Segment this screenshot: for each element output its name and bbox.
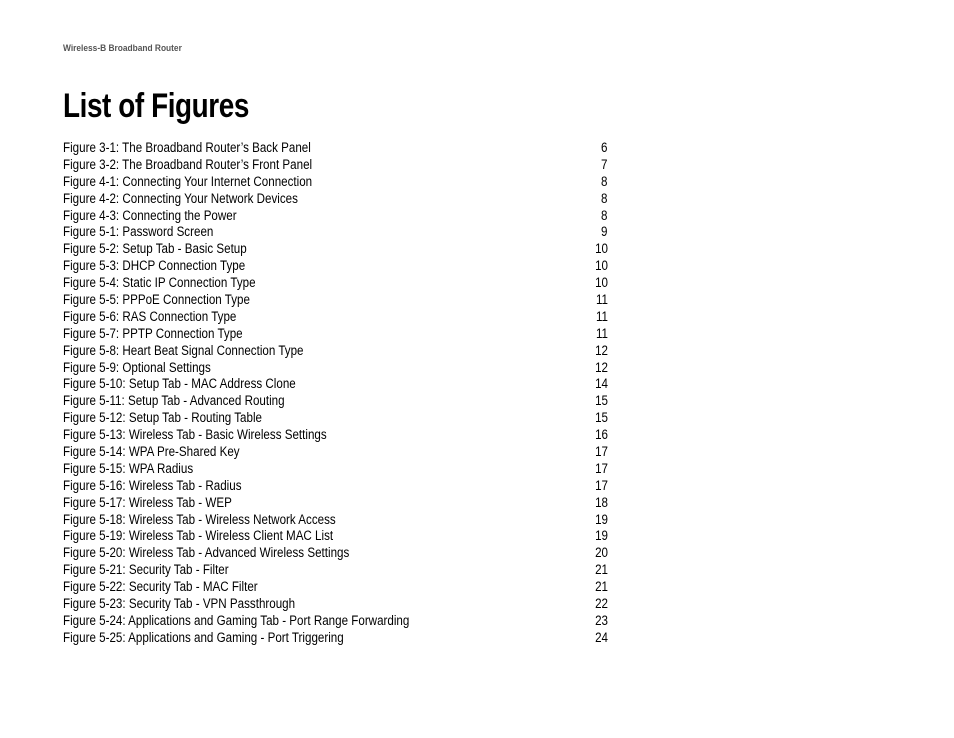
figure-entry-label: Figure 5-23: Security Tab - VPN Passthrough <box>63 596 296 612</box>
figure-entry-page-number: 21 <box>595 579 608 595</box>
figure-entry-label: Figure 5-18: Wireless Tab - Wireless Network Access <box>63 511 336 527</box>
figure-entry-page-number: 10 <box>595 258 608 274</box>
figure-entry-label: Figure 5-11: Setup Tab - Advanced Routing <box>63 393 285 409</box>
figure-entry[interactable] <box>63 613 608 630</box>
figure-entry[interactable] <box>63 241 608 258</box>
figure-entry-label: Figure 5-17: Wireless Tab - WEP <box>63 494 232 510</box>
figure-entry[interactable] <box>63 579 608 596</box>
figure-entry[interactable] <box>63 630 608 647</box>
figure-entry[interactable] <box>63 461 608 478</box>
figure-entry-page-number: 23 <box>595 612 608 628</box>
figure-entry-label: Figure 4-2: Connecting Your Network Devices <box>63 190 298 206</box>
figure-entry-page-number: 15 <box>595 410 608 426</box>
figure-entry-page-number: 24 <box>595 629 608 645</box>
figure-entry[interactable] <box>63 360 608 377</box>
figure-entry-page-number: 15 <box>595 393 608 409</box>
figure-entry-page-number: 19 <box>595 528 608 544</box>
figure-entry-page-number: 11 <box>595 292 608 308</box>
figure-entry-page-number: 12 <box>595 342 608 358</box>
figure-entry-page-number: 18 <box>595 494 608 510</box>
figure-entry-label: Figure 5-21: Security Tab - Filter <box>63 562 229 578</box>
figure-entry-label: Figure 5-16: Wireless Tab - Radius <box>63 477 242 493</box>
figure-entry[interactable] <box>63 258 608 275</box>
figure-entry[interactable] <box>63 512 608 529</box>
figure-entry-label: Figure 5-9: Optional Settings <box>63 359 211 375</box>
figure-entry-page-number: 11 <box>595 325 608 341</box>
figure-entry[interactable] <box>63 444 608 461</box>
figure-entry-label: Figure 5-7: PPTP Connection Type <box>63 325 243 341</box>
figure-entry[interactable] <box>63 376 608 393</box>
figure-entry-label: Figure 4-3: Connecting the Power <box>63 207 237 223</box>
figure-entry-label: Figure 5-12: Setup Tab - Routing Table <box>63 410 263 426</box>
figure-entry-page-number: 6 <box>601 140 608 155</box>
figure-entry-label: Figure 5-8: Heart Beat Signal Connection Type <box>63 342 304 358</box>
figure-entry-page-number: 19 <box>595 511 608 527</box>
figure-entry[interactable] <box>63 478 608 495</box>
figure-entry-page-number: 21 <box>595 562 608 578</box>
figure-entry-label: Figure 5-5: PPPoE Connection Type <box>63 292 250 308</box>
figure-entry-label: Figure 5-15: WPA Radius <box>63 460 194 476</box>
figure-entry[interactable] <box>63 343 608 360</box>
figure-entry[interactable] <box>63 545 608 562</box>
figure-entry-label: Figure 3-1: The Broadband Router’s Back Panel <box>63 140 311 155</box>
figure-entry-page-number: 8 <box>601 207 608 223</box>
figure-entry-label: Figure 5-22: Security Tab - MAC Filter <box>63 579 258 595</box>
figure-entry[interactable] <box>63 224 608 241</box>
figure-entry-page-number: 8 <box>601 190 608 206</box>
figure-entry-label: Figure 5-20: Wireless Tab - Advanced Wireless Settings <box>63 545 350 561</box>
figure-entry-page-number: 17 <box>595 444 608 460</box>
figure-entry-page-number: 22 <box>595 596 608 612</box>
figure-entry-page-number: 7 <box>601 156 608 172</box>
figure-entry[interactable] <box>63 292 608 309</box>
figure-list <box>63 140 608 647</box>
figure-entry-page-number: 9 <box>601 224 608 240</box>
figure-entry-label: Figure 5-10: Setup Tab - MAC Address Clone <box>63 376 296 392</box>
figure-entry-label: Figure 5-6: RAS Connection Type <box>63 308 237 324</box>
figure-entry[interactable] <box>63 208 608 225</box>
figure-entry[interactable] <box>63 393 608 410</box>
figure-entry[interactable] <box>63 174 608 191</box>
figure-entry-label: Figure 5-25: Applications and Gaming - Port Triggering <box>63 629 344 645</box>
figure-entry[interactable] <box>63 427 608 444</box>
figure-entry[interactable] <box>63 140 608 157</box>
figure-entry[interactable] <box>63 410 608 427</box>
figure-entry-label: Figure 3-2: The Broadband Router’s Front Panel <box>63 156 313 172</box>
figure-entry-page-number: 14 <box>595 376 608 392</box>
figure-entry[interactable] <box>63 275 608 292</box>
figure-entry-label: Figure 4-1: Connecting Your Internet Connection <box>63 173 313 189</box>
figure-entry-label: Figure 5-4: Static IP Connection Type <box>63 275 256 291</box>
figure-entry-page-number: 12 <box>595 359 608 375</box>
figure-entry[interactable] <box>63 157 608 174</box>
figure-entry-label: Figure 5-2: Setup Tab - Basic Setup <box>63 241 247 257</box>
figure-entry[interactable] <box>63 528 608 545</box>
figure-entry-page-number: 16 <box>595 427 608 443</box>
figure-entry-page-number: 8 <box>601 173 608 189</box>
page-title: List of Figures <box>63 87 249 125</box>
figure-entry-page-number: 11 <box>595 308 608 324</box>
figure-entry[interactable] <box>63 309 608 326</box>
figure-entry-page-number: 17 <box>595 477 608 493</box>
figure-entry-page-number: 20 <box>595 545 608 561</box>
figure-entry[interactable] <box>63 495 608 512</box>
figure-entry[interactable] <box>63 562 608 579</box>
figure-entry[interactable] <box>63 596 608 613</box>
figure-entry-label: Figure 5-24: Applications and Gaming Tab - Port Range Forwarding <box>63 612 410 628</box>
running-header: Wireless-B Broadband Router <box>63 43 182 54</box>
figure-entry-label: Figure 5-14: WPA Pre-Shared Key <box>63 444 240 460</box>
figure-entry-label: Figure 5-19: Wireless Tab - Wireless Client MAC List <box>63 528 334 544</box>
figure-entry-label: Figure 5-1: Password Screen <box>63 224 214 240</box>
figure-entry-page-number: 10 <box>595 275 608 291</box>
figure-entry-page-number: 10 <box>595 241 608 257</box>
figure-entry-label: Figure 5-3: DHCP Connection Type <box>63 258 246 274</box>
figure-entry-label: Figure 5-13: Wireless Tab - Basic Wireless Settings <box>63 427 327 443</box>
figure-entry[interactable] <box>63 191 608 208</box>
figure-entry[interactable] <box>63 326 608 343</box>
figure-entry-page-number: 17 <box>595 460 608 476</box>
